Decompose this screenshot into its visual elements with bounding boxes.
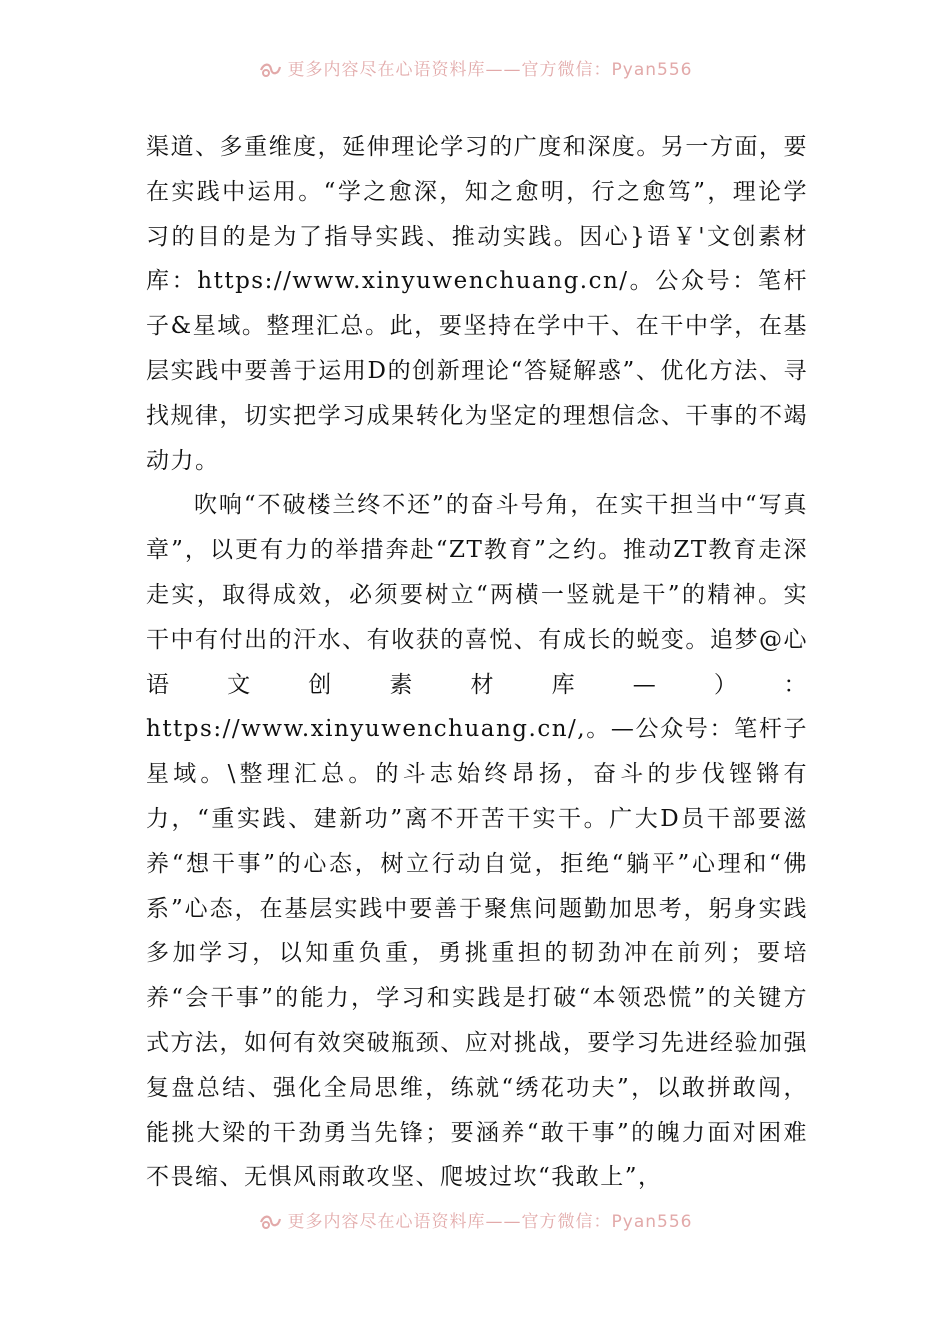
logo-icon	[258, 1213, 282, 1231]
paragraph-1: 渠道、多重维度，延伸理论学习的广度和深度。另一方面，要在实践中运用。“学之愈深，知之愈明，行之愈笃”，理论学习的目的是为了指导实践、推动实践。因心}语￥'文创素材库：https://www.xinyuwenchuang.cn/。公众号：笔杆子&星域。整理汇总。此，要坚持在学中干、在干中学，在基层实践中要善于运用D的创新理论“答疑解惑”、优化方法、寻找规律，切实把学习成果转化为坚定的理想信念、干事的不竭动力。	[146, 134, 808, 474]
paragraph-2: 吹响“不破楼兰终不还”的奋斗号角，在实干担当中“写真章”，以更有力的举措奔赴“ZT教育”之约。推动ZT教育走深走实，取得成效，必须要树立“两横一竖就是干”的精神。实干中有付出的汗水、有收获的喜悦、有成长的蜕变。追梦@心语文创素材库—）：https://www.xinyuwenchuang.cn/,。—公众号：笔杆子星域。\整理汇总。的斗志始终昂扬，奋斗的步伐铿锵有力，“重实践、建新功”离不开苦干实干。广大D员干部要滋养“想干事”的心态，树立行动自觉，拒绝“躺平”心理和“佛系”心态，在基层实践中要善于聚焦问题勤加思考，躬身实践多加学习，以知重负重，勇挑重担的韧劲冲在前列；要培养“会干事”的能力，学习和实践是打破“本领恐慌”的关键方式方法，如何有效突破瓶颈、应对挑战，要学习先进经验加强复盘总结、强化全局思维，练就“绣花功夫”，以敢拼敢闯，能挑大梁的干劲勇当先锋；要涵养“敢干事”的魄力面对困难不畏缩、无惧风雨敢攻坚、爬坡过坎“我敢上”，	[146, 492, 808, 1191]
header-watermark	[0, 58, 950, 82]
header-watermark-text: 更多内容尽在心语资料库——官方微信：Pyan556	[287, 60, 693, 80]
footer-watermark-text: 更多内容尽在心语资料库——官方微信：Pyan556	[287, 1212, 693, 1232]
logo-icon	[258, 61, 282, 79]
body-text	[146, 125, 808, 1200]
footer-watermark	[0, 1210, 950, 1234]
